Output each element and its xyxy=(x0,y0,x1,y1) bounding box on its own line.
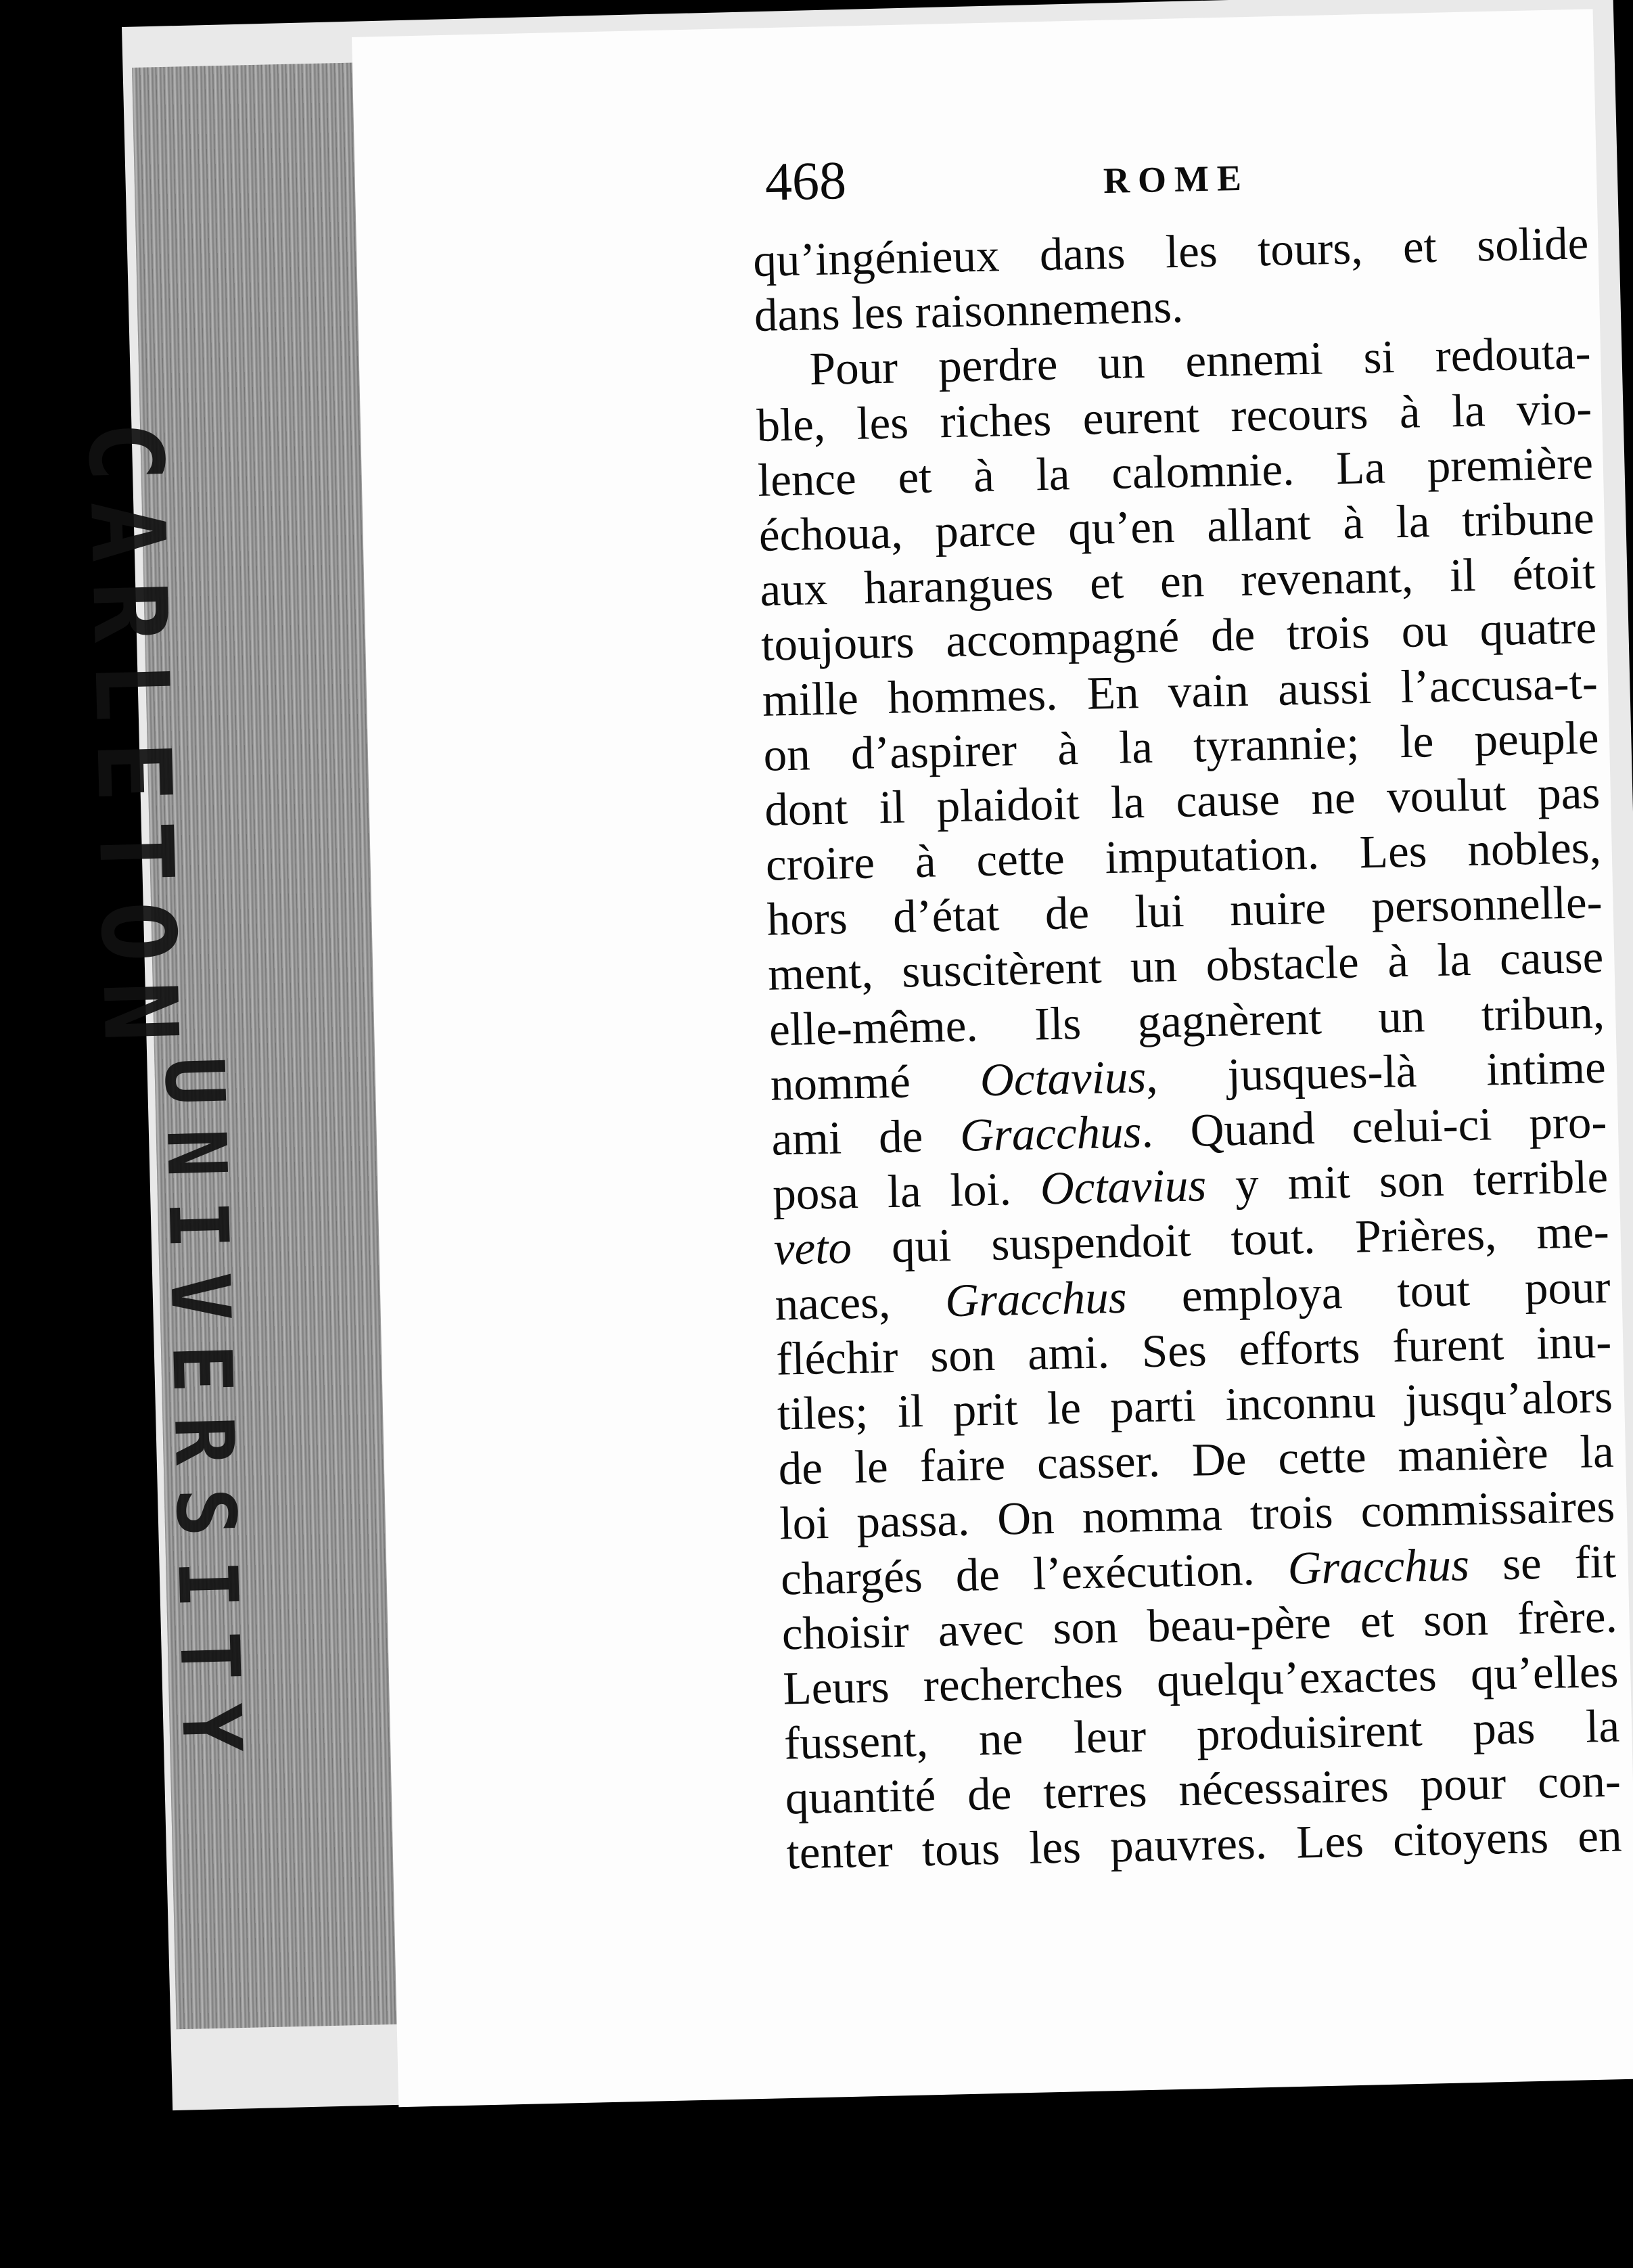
text-run: Leurs recherches quelqu’exactes qu’elles xyxy=(782,1645,1619,1715)
text-run: posa la loi. xyxy=(772,1162,1041,1220)
library-stamp-line-1: CARLETON xyxy=(65,419,200,1063)
text-run: on d’aspirer à la tyrannie; le peuple xyxy=(762,711,1600,781)
text-run: naces, xyxy=(774,1274,946,1330)
text-run: dans les raisonnemens. xyxy=(754,280,1184,342)
text-run: qui suspendoit tout. Prières, me- xyxy=(851,1206,1610,1273)
running-head: ROME xyxy=(1103,157,1250,202)
text-run: fléchir son ami. Ses efforts furent inu- xyxy=(775,1315,1612,1385)
text-run: tenter tous les pauvres. Les citoyens en xyxy=(785,1810,1623,1879)
text-run: croire à cette imputation. Les nobles, xyxy=(765,821,1602,890)
text-run: nommé xyxy=(770,1054,981,1110)
italic-text: Gracchus xyxy=(959,1106,1143,1161)
text-run: fussent, ne leur produisirent pas la xyxy=(783,1700,1620,1769)
text-run: choisir avec son beau-père et son frère. xyxy=(781,1590,1618,1660)
text-run: y mit son terrible xyxy=(1205,1150,1609,1211)
text-run: hors d’état de lui nuire personnelle- xyxy=(766,876,1603,945)
text-run: échoua, parce qu’en allant à la tribune xyxy=(758,491,1595,561)
text-run: ble, les riches eurent recours à la vio- xyxy=(756,382,1592,451)
text-run: de le faire casser. De cette manière la xyxy=(777,1425,1615,1495)
text-run: , jusques-là intime xyxy=(1145,1041,1607,1102)
text-run: chargés de l’exécution. xyxy=(780,1542,1289,1605)
italic-text: Octavius xyxy=(1040,1159,1207,1215)
text-run: quantité de terres nécessaires pour con- xyxy=(785,1754,1622,1824)
page-number: 468 xyxy=(764,151,847,212)
text-run: ment, suscitèrent un obstacle à la cause xyxy=(767,931,1604,1001)
text-run: tiles; il prit le parti inconnu jusqu’alors xyxy=(777,1370,1613,1440)
text-run: ami de xyxy=(770,1109,961,1165)
library-stamp-line-2: UNIVERSITY xyxy=(146,1056,259,1777)
page-text-block xyxy=(751,135,1622,1881)
text-run: se fit xyxy=(1469,1535,1617,1590)
text-run: mille hommes. En vain aussi l’accusa-t- xyxy=(762,656,1598,726)
italic-text: Gracchus xyxy=(1287,1538,1470,1594)
body-text xyxy=(753,216,1623,1881)
text-run: Pour perdre un ennemi si redouta- xyxy=(808,327,1592,395)
italic-text: veto xyxy=(773,1221,852,1275)
text-run: toujours accompagné de trois ou quatre xyxy=(760,602,1597,671)
text-run: loi passa. On nomma trois commissaires xyxy=(779,1480,1615,1549)
italic-text: Gracchus xyxy=(944,1271,1128,1326)
text-run: . Quand celui-ci pro- xyxy=(1141,1095,1608,1158)
text-run: elle-même. Ils gagnèrent un tribun, xyxy=(768,986,1605,1056)
italic-text: Octavius xyxy=(980,1050,1147,1106)
text-run: lence et à la calomnie. La première xyxy=(757,436,1594,506)
text-run: aux harangues et en revenant, il étoit xyxy=(759,547,1596,616)
text-run: dont il plaidoit la cause ne voulut pas xyxy=(764,766,1601,836)
text-run: qu’ingénieux dans les tours, et solide xyxy=(752,217,1589,286)
text-run: employa tout pour xyxy=(1126,1261,1611,1323)
